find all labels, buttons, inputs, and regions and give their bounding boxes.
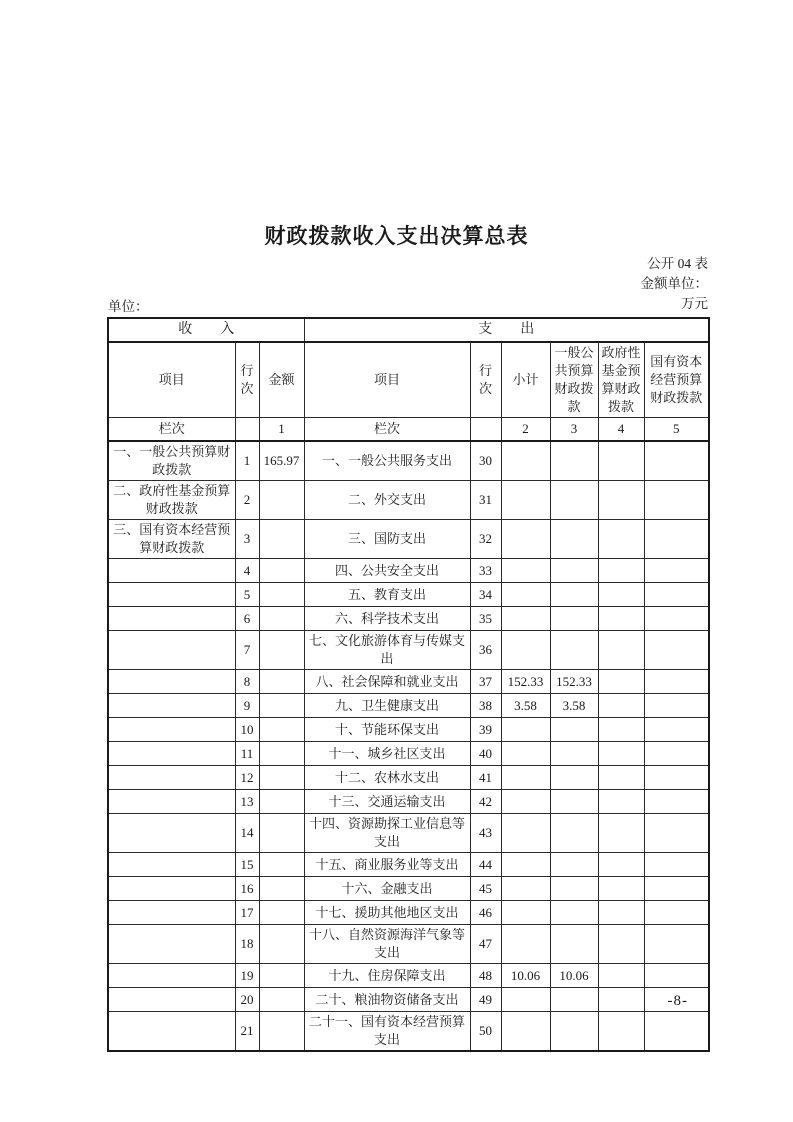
expense-gov-fund-cell (598, 853, 644, 877)
table-row (108, 766, 709, 790)
expense-subtotal-cell (501, 631, 550, 670)
expense-gov-fund-cell (598, 988, 644, 1012)
income-amount-cell (259, 925, 304, 964)
expense-item-cell: 十四、资源勘探工业信息等支出 (304, 814, 470, 853)
expense-row-no-cell: 39 (470, 718, 501, 742)
income-item-cell: 二、政府性基金预算财政拨款 (108, 481, 235, 520)
income-item-cell (108, 766, 235, 790)
expense-subtotal-cell (501, 718, 550, 742)
expense-row-no-cell: 33 (470, 559, 501, 583)
table-row (108, 559, 709, 583)
income-item-cell (108, 559, 235, 583)
expense-subtotal-cell (501, 583, 550, 607)
budget-table (107, 317, 710, 1052)
income-amount-cell (259, 964, 304, 988)
income-item-cell (108, 814, 235, 853)
unit-label: 单位： (108, 299, 149, 314)
table-row (108, 631, 709, 670)
expense-state-capital-cell (644, 853, 709, 877)
expense-gov-fund-cell (598, 814, 644, 853)
income-item-cell: 一、一般公共预算财政拨款 (108, 441, 235, 481)
expense-state-capital-cell (644, 670, 709, 694)
income-amount-cell: 165.97 (259, 441, 304, 481)
income-row-no-cell: 5 (235, 583, 259, 607)
table-row (108, 520, 709, 559)
expense-row-no-cell: 42 (470, 790, 501, 814)
table-row (108, 607, 709, 631)
column-index-row (108, 418, 709, 442)
expense-gov-fund-cell (598, 559, 644, 583)
income-row-no-cell: 3 (235, 520, 259, 559)
expense-subtotal-cell: 10.06 (501, 964, 550, 988)
expense-general-budget-cell: 152.33 (550, 670, 598, 694)
table-row (108, 964, 709, 988)
expense-item-cell: 一、一般公共服务支出 (304, 441, 470, 481)
section-header-row (108, 318, 709, 342)
income-item-cell (108, 694, 235, 718)
expense-subtotal-cell (501, 441, 550, 481)
page-title: 财政拨款收入支出决算总表 (264, 225, 529, 248)
expense-row-no-cell: 41 (470, 766, 501, 790)
expense-general-budget-cell (550, 441, 598, 481)
amount-col-index: 1 (259, 418, 304, 442)
table-row (108, 988, 709, 1012)
table-row (108, 790, 709, 814)
income-item-cell (108, 964, 235, 988)
table-row (108, 877, 709, 901)
income-row-no-cell: 4 (235, 559, 259, 583)
expense-general-budget-cell (550, 766, 598, 790)
income-row-no-cell: 7 (235, 631, 259, 670)
expense-subtotal-cell (501, 925, 550, 964)
table-row (108, 1012, 709, 1052)
expense-state-capital-cell (644, 877, 709, 901)
expense-state-capital-cell (644, 694, 709, 718)
expense-lanci-label: 栏次 (304, 418, 470, 442)
income-lanci-rowno (235, 418, 259, 442)
income-amount-cell (259, 901, 304, 925)
income-amount-cell (259, 559, 304, 583)
income-item-cell (108, 631, 235, 670)
expense-item-cell: 十六、金融支出 (304, 877, 470, 901)
expense-general-budget-cell (550, 520, 598, 559)
amount-unit-value: 万元 (681, 296, 708, 311)
income-row-no-cell: 6 (235, 607, 259, 631)
expense-general-budget-cell (550, 718, 598, 742)
income-amount-cell (259, 694, 304, 718)
expense-gov-fund-cell (598, 790, 644, 814)
expense-item-cell: 十九、住房保障支出 (304, 964, 470, 988)
expense-item-cell: 二十、粮油物资储备支出 (304, 988, 470, 1012)
subtotal-header: 小计 (501, 342, 550, 418)
expense-subtotal-cell: 3.58 (501, 694, 550, 718)
income-row-no-header: 行次 (235, 342, 259, 418)
table-row (108, 481, 709, 520)
expense-row-no-cell: 50 (470, 1012, 501, 1052)
expense-subtotal-cell: 152.33 (501, 670, 550, 694)
expense-subtotal-cell (501, 790, 550, 814)
expense-gov-fund-cell (598, 877, 644, 901)
general-budget-col-index: 3 (550, 418, 598, 442)
income-row-no-cell: 11 (235, 742, 259, 766)
table-row (108, 925, 709, 964)
expense-row-no-cell: 47 (470, 925, 501, 964)
expense-item-cell: 十一、城乡社区支出 (304, 742, 470, 766)
income-row-no-cell: 18 (235, 925, 259, 964)
expense-item-cell: 五、教育支出 (304, 583, 470, 607)
expense-item-cell: 六、科学技术支出 (304, 607, 470, 631)
expense-gov-fund-cell (598, 441, 644, 481)
income-section-header: 收 入 (108, 318, 304, 342)
table-row (108, 814, 709, 853)
expense-item-cell: 七、文化旅游体育与传媒支出 (304, 631, 470, 670)
expense-row-no-cell: 30 (470, 441, 501, 481)
income-row-no-cell: 21 (235, 1012, 259, 1052)
expense-item-cell: 十、节能环保支出 (304, 718, 470, 742)
expense-general-budget-cell (550, 877, 598, 901)
gov-fund-budget-header: 政府性基金预算财政拨款 (598, 342, 644, 418)
expense-row-no-cell: 46 (470, 901, 501, 925)
expense-gov-fund-cell (598, 607, 644, 631)
expense-item-cell: 十二、农林水支出 (304, 766, 470, 790)
expense-state-capital-cell (644, 607, 709, 631)
expense-row-no-cell: 36 (470, 631, 501, 670)
expense-row-no-cell: 49 (470, 988, 501, 1012)
table-row (108, 853, 709, 877)
income-item-header: 项目 (108, 342, 235, 418)
expense-item-cell: 十八、自然资源海洋气象等支出 (304, 925, 470, 964)
expense-general-budget-cell (550, 559, 598, 583)
income-row-no-cell: 9 (235, 694, 259, 718)
expense-row-no-cell: 43 (470, 814, 501, 853)
expense-item-cell: 二、外交支出 (304, 481, 470, 520)
income-row-no-cell: 10 (235, 718, 259, 742)
income-item-cell (108, 901, 235, 925)
income-amount-cell (259, 670, 304, 694)
expense-gov-fund-cell (598, 1012, 644, 1052)
expense-gov-fund-cell (598, 694, 644, 718)
income-amount-cell (259, 877, 304, 901)
income-item-cell (108, 988, 235, 1012)
expense-state-capital-cell (644, 481, 709, 520)
expense-state-capital-cell (644, 718, 709, 742)
expense-general-budget-cell (550, 790, 598, 814)
expense-state-capital-cell (644, 790, 709, 814)
expense-state-capital-cell (644, 814, 709, 853)
state-capital-col-index: 5 (644, 418, 709, 442)
table-body (108, 441, 709, 1051)
column-header-row (108, 342, 709, 418)
expense-general-budget-cell (550, 901, 598, 925)
expense-general-budget-cell (550, 481, 598, 520)
income-item-cell (108, 790, 235, 814)
expense-row-no-cell: 31 (470, 481, 501, 520)
income-item-cell (108, 853, 235, 877)
income-item-cell (108, 718, 235, 742)
income-amount-cell (259, 853, 304, 877)
income-item-cell (108, 742, 235, 766)
meta-block (641, 254, 709, 314)
income-amount-cell (259, 766, 304, 790)
expense-subtotal-cell (501, 853, 550, 877)
expense-general-budget-cell (550, 988, 598, 1012)
expense-general-budget-cell (550, 742, 598, 766)
subtotal-col-index: 2 (501, 418, 550, 442)
table-row (108, 694, 709, 718)
income-amount-cell (259, 583, 304, 607)
expense-gov-fund-cell (598, 742, 644, 766)
income-row-no-cell: 19 (235, 964, 259, 988)
table-row (108, 742, 709, 766)
income-row-no-cell: 17 (235, 901, 259, 925)
expense-row-no-cell: 34 (470, 583, 501, 607)
income-row-no-cell: 16 (235, 877, 259, 901)
income-amount-cell (259, 631, 304, 670)
expense-subtotal-cell (501, 607, 550, 631)
expense-gov-fund-cell (598, 481, 644, 520)
income-item-cell (108, 877, 235, 901)
income-item-cell (108, 925, 235, 964)
expense-general-budget-cell (550, 607, 598, 631)
income-amount-cell (259, 520, 304, 559)
income-amount-cell (259, 790, 304, 814)
expense-state-capital-cell (644, 766, 709, 790)
expense-item-cell: 三、国防支出 (304, 520, 470, 559)
income-amount-cell (259, 814, 304, 853)
expense-state-capital-cell (644, 583, 709, 607)
expense-gov-fund-cell (598, 631, 644, 670)
expense-item-cell: 四、公共安全支出 (304, 559, 470, 583)
expense-item-cell: 十五、商业服务业等支出 (304, 853, 470, 877)
expense-row-no-cell: 44 (470, 853, 501, 877)
expense-general-budget-cell (550, 853, 598, 877)
income-amount-cell (259, 718, 304, 742)
income-row-no-cell: 14 (235, 814, 259, 853)
expense-item-cell: 十七、援助其他地区支出 (304, 901, 470, 925)
expense-state-capital-cell (644, 631, 709, 670)
expense-item-header: 项目 (304, 342, 470, 418)
income-item-cell (108, 1012, 235, 1052)
expense-subtotal-cell (501, 814, 550, 853)
expense-subtotal-cell (501, 766, 550, 790)
expense-subtotal-cell (501, 481, 550, 520)
table-row (108, 901, 709, 925)
expense-state-capital-cell (644, 901, 709, 925)
expense-gov-fund-cell (598, 901, 644, 925)
expense-general-budget-cell (550, 814, 598, 853)
table-row (108, 670, 709, 694)
income-row-no-cell: 13 (235, 790, 259, 814)
expense-subtotal-cell (501, 520, 550, 559)
income-amount-cell (259, 481, 304, 520)
table-row (108, 718, 709, 742)
expense-subtotal-cell (501, 559, 550, 583)
income-item-cell (108, 670, 235, 694)
table-row (108, 583, 709, 607)
expense-state-capital-cell (644, 520, 709, 559)
gov-fund-col-index: 4 (598, 418, 644, 442)
expense-gov-fund-cell (598, 520, 644, 559)
expense-general-budget-cell (550, 925, 598, 964)
expense-gov-fund-cell (598, 718, 644, 742)
page-number: -8- (667, 993, 688, 1009)
income-amount-cell (259, 1012, 304, 1052)
expense-state-capital-cell (644, 964, 709, 988)
expense-state-capital-cell (644, 1012, 709, 1052)
state-capital-budget-header: 国有资本经营预算财政拨款 (644, 342, 709, 418)
income-item-cell (108, 583, 235, 607)
income-amount-cell (259, 988, 304, 1012)
expense-item-cell: 九、卫生健康支出 (304, 694, 470, 718)
expense-row-no-cell: 32 (470, 520, 501, 559)
expense-general-budget-cell (550, 583, 598, 607)
table-row (108, 441, 709, 481)
income-item-cell: 三、国有资本经营预算财政拨款 (108, 520, 235, 559)
expense-row-no-cell: 48 (470, 964, 501, 988)
expense-row-no-cell: 35 (470, 607, 501, 631)
income-item-cell (108, 607, 235, 631)
income-lanci-label: 栏次 (108, 418, 235, 442)
expense-row-no-cell: 38 (470, 694, 501, 718)
amount-header: 金额 (259, 342, 304, 418)
table-code: 公开 04 表 (647, 256, 708, 271)
expense-subtotal-cell (501, 742, 550, 766)
income-amount-cell (259, 607, 304, 631)
expense-subtotal-cell (501, 988, 550, 1012)
expense-state-capital-cell (644, 925, 709, 964)
expense-general-budget-cell: 3.58 (550, 694, 598, 718)
expense-gov-fund-cell (598, 670, 644, 694)
expense-general-budget-cell: 10.06 (550, 964, 598, 988)
expense-general-budget-cell (550, 631, 598, 670)
expense-gov-fund-cell (598, 583, 644, 607)
expense-row-no-cell: 37 (470, 670, 501, 694)
amount-unit-label: 金额单位： (640, 276, 708, 291)
expense-row-no-header: 行次 (470, 342, 501, 418)
income-row-no-cell: 8 (235, 670, 259, 694)
income-amount-cell (259, 742, 304, 766)
expense-subtotal-cell (501, 901, 550, 925)
expense-subtotal-cell (501, 877, 550, 901)
expense-state-capital-cell (644, 441, 709, 481)
income-row-no-cell: 1 (235, 441, 259, 481)
expense-gov-fund-cell (598, 766, 644, 790)
expense-gov-fund-cell (598, 925, 644, 964)
expense-lanci-rowno (470, 418, 501, 442)
expense-subtotal-cell (501, 1012, 550, 1052)
expense-item-cell: 十三、交通运输支出 (304, 790, 470, 814)
general-budget-header: 一般公共预算财政拨款 (550, 342, 598, 418)
expense-state-capital-cell (644, 742, 709, 766)
income-row-no-cell: 2 (235, 481, 259, 520)
income-row-no-cell: 20 (235, 988, 259, 1012)
expense-row-no-cell: 40 (470, 742, 501, 766)
income-row-no-cell: 12 (235, 766, 259, 790)
income-row-no-cell: 15 (235, 853, 259, 877)
expense-item-cell: 二十一、国有资本经营预算支出 (304, 1012, 470, 1052)
expense-general-budget-cell (550, 1012, 598, 1052)
expense-gov-fund-cell (598, 964, 644, 988)
expense-state-capital-cell (644, 559, 709, 583)
expense-section-header: 支 出 (304, 318, 709, 342)
expense-row-no-cell: 45 (470, 877, 501, 901)
expense-item-cell: 八、社会保障和就业支出 (304, 670, 470, 694)
